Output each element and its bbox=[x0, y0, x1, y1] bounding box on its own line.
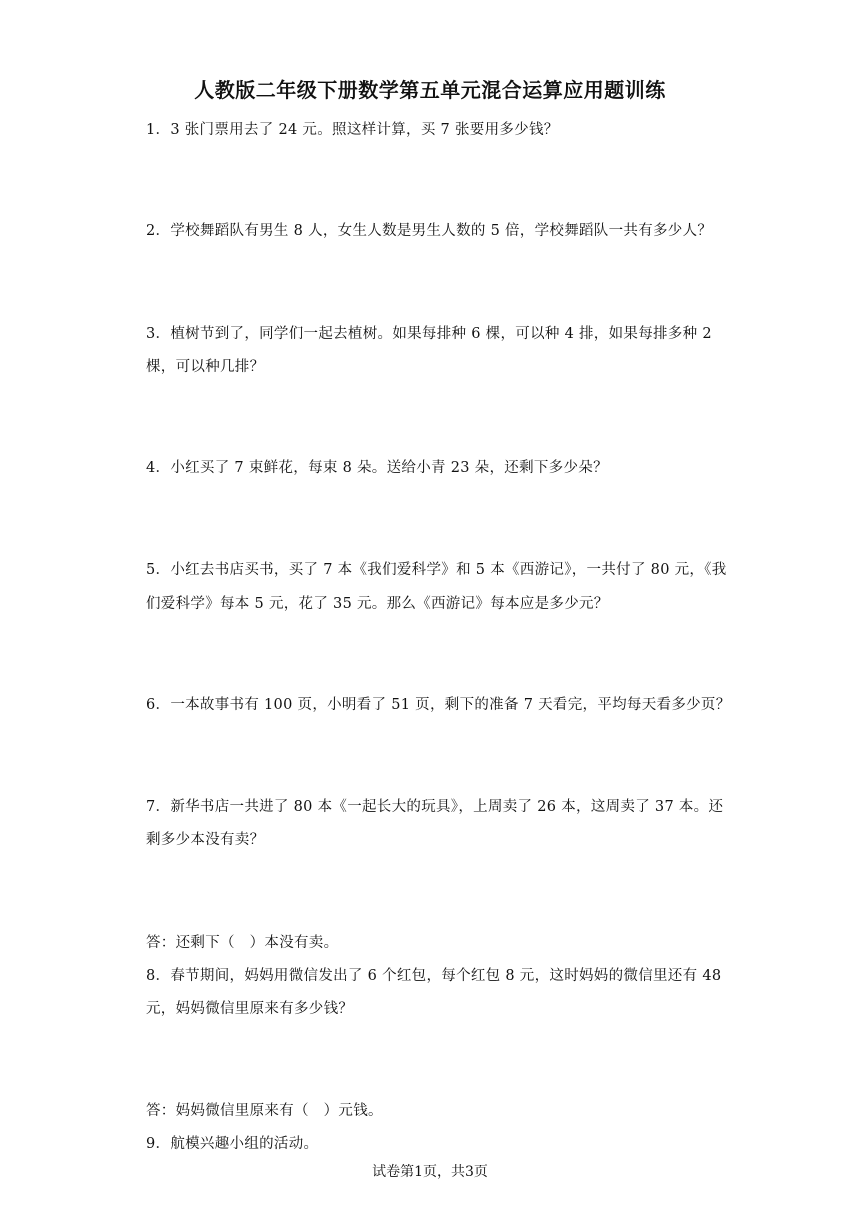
question-8-line-1: 8．春节期间，妈妈用微信发出了 6 个红包，每个红包 8 元，这时妈妈的微信里还有 48 bbox=[146, 968, 722, 984]
question-6-line-1: 6．一本故事书有 100 页，小明看了 51 页，剩下的准备 7 天看完，平均每天看多少页？ bbox=[146, 697, 731, 713]
page-footer: 试卷第1页，共3页 bbox=[372, 1164, 488, 1180]
question-7-line-1: 7．新华书店一共进了 80 本《一起长大的玩具》，上周卖了 26 本，这周卖了 37 本。还 bbox=[146, 799, 724, 815]
question-3-line-2: 棵，可以种几排？ bbox=[146, 359, 265, 375]
question-1-line-1: 1．3 张门票用去了 24 元。照这样计算，买 7 张要用多少钱？ bbox=[146, 122, 559, 138]
question-7-answer: 答：还剩下（ ）本没有卖。 bbox=[146, 935, 339, 951]
question-8-answer: 答：妈妈微信里原来有（ ）元钱。 bbox=[146, 1103, 383, 1119]
question-5-line-2: 们爱科学》每本 5 元，花了 35 元。那么《西游记》每本应是多少元？ bbox=[146, 596, 609, 612]
question-5-line-1: 5．小红去书店买书，买了 7 本《我们爱科学》和 5 本《西游记》，一共付了 80 元，《我 bbox=[146, 562, 727, 578]
question-2-line-1: 2．学校舞蹈队有男生 8 人，女生人数是男生人数的 5 倍，学校舞蹈队一共有多少人？ bbox=[146, 223, 713, 239]
question-8-line-2: 元，妈妈微信里原来有多少钱？ bbox=[146, 1001, 354, 1017]
question-4-line-1: 4．小红买了 7 束鲜花，每束 8 朵。送给小青 23 朵，还剩下多少朵？ bbox=[146, 460, 608, 476]
question-9-line-1: 9．航模兴趣小组的活动。 bbox=[146, 1136, 319, 1152]
page-title: 人教版二年级下册数学第五单元混合运算应用题训练 bbox=[194, 78, 666, 102]
question-7-line-2: 剩多少本没有卖？ bbox=[146, 832, 265, 848]
question-3-line-1: 3．植树节到了，同学们一起去植树。如果每排种 6 棵，可以种 4 排，如果每排多种 2 bbox=[146, 326, 712, 342]
